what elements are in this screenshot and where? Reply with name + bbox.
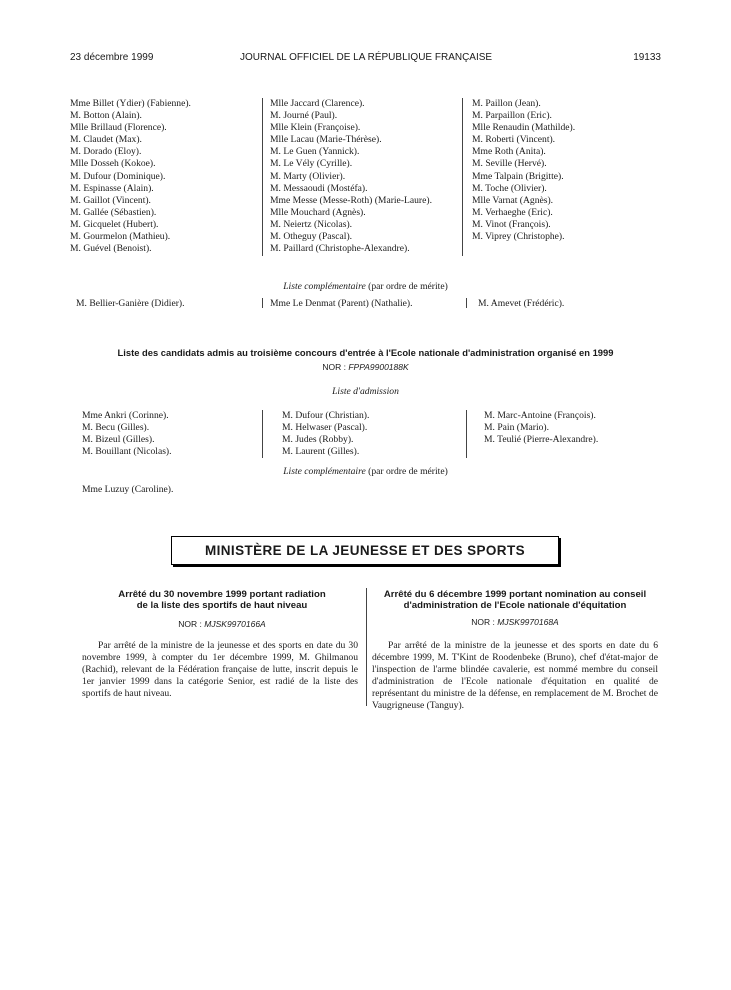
list-item: M. Guével (Benoist). — [70, 243, 152, 255]
article-body: Par arrêté de la ministre de la jeunesse et des sports en date du 6 décembre 1999, M. T'Kint de Roodenbeke (Bruno), chef d'état-major de l'inspection de l'arme blindée cavalerie, est nommé membre du conseil d'administration de l'Ecole nationale d'équitation en qualité de représentant du ministre de la défense, en remplacement de M. Brochet de Vaugrigneuse (Tanguy). — [372, 640, 658, 711]
list-item: M. Verhaeghe (Eric). — [472, 206, 553, 218]
list-item: Mme Billet (Ydier) (Fabienne). — [70, 98, 191, 109]
list-item: M. Judes (Robby). — [282, 434, 354, 446]
list-item: M. Dorado (Eloy). — [70, 146, 142, 158]
page-number: 19133 — [633, 52, 661, 63]
list-item: Mlle Dosseh (Kokoe). — [70, 158, 156, 170]
list-item: M. Teulié (Pierre-Alexandre). — [484, 434, 599, 446]
list-item: Mme Roth (Anita). — [472, 146, 546, 158]
list-item: M. Laurent (Gilles). — [282, 446, 360, 458]
list-item: M. Bellier-Ganière (Didier). — [76, 298, 185, 309]
list-item: M. Gourmelon (Mathieu). — [70, 231, 171, 243]
admission-column-1 — [82, 410, 172, 458]
list-item: Mme Talpain (Brigitte). — [472, 170, 564, 182]
list-item: M. Roberti (Vincent). — [472, 134, 556, 146]
list-item: M. Pain (Mario). — [484, 422, 550, 434]
name-list-column-3 — [472, 98, 575, 243]
list-item: M. Seville (Hervé). — [472, 158, 547, 170]
list-item: Mme Le Denmat (Parent) (Nathalie). — [270, 298, 413, 309]
ministry-title: MINISTÈRE DE LA JEUNESSE ET DES SPORTS — [204, 543, 525, 558]
list-item: M. Journé (Paul). — [270, 110, 338, 122]
list-item: M. Paillard (Christophe-Alexandre). — [270, 243, 410, 255]
list-item: M. Le Vély (Cyrille). — [270, 158, 353, 170]
list-item: Mme Messe (Messe-Roth) (Marie-Laure). — [270, 194, 432, 206]
list-item: M. Vinot (François). — [472, 218, 551, 230]
list-item: M. Marty (Olivier). — [270, 170, 346, 182]
list-item: M. Claudet (Max). — [70, 134, 142, 146]
list-item: M. Messaoudi (Mostéfa). — [270, 182, 368, 194]
admission-column-2 — [282, 410, 369, 458]
list-item: Mlle Jaccard (Clarence). — [270, 98, 365, 109]
list-item: Mme Ankri (Corinne). — [82, 410, 169, 421]
list-item: M. Espinasse (Alain). — [70, 182, 154, 194]
list-item: M. Gallée (Sébastien). — [70, 206, 157, 218]
list-item: M. Marc-Antoine (François). — [484, 410, 596, 421]
list-item: M. Le Guen (Yannick). — [270, 146, 360, 158]
list-item: M. Parpaillon (Eric). — [472, 110, 552, 122]
list-item: M. Dufour (Christian). — [282, 410, 370, 421]
list-item: M. Viprey (Christophe). — [472, 231, 565, 243]
column-divider — [262, 98, 263, 256]
list-item: M. Neiertz (Nicolas). — [270, 218, 353, 230]
list-item: Mlle Varnat (Agnès). — [472, 194, 554, 206]
list-item: M. Paillon (Jean). — [472, 98, 541, 109]
list-item: M. Helwaser (Pascal). — [282, 422, 368, 434]
column-divider — [466, 298, 467, 308]
nor-reference: NOR : MJSK9970166A — [178, 619, 266, 629]
list-item: Mlle Klein (Françoise). — [270, 122, 361, 134]
header-date: 23 décembre 1999 — [70, 52, 154, 63]
list-item: M. Dufour (Dominique). — [70, 170, 166, 182]
nor-reference: NOR : FPPA9900188K — [322, 362, 409, 372]
list-item: Mlle Renaudin (Mathilde). — [472, 122, 576, 134]
ministry-heading-box — [171, 536, 559, 565]
article-title: Arrêté du 6 décembre 1999 portant nomination au conseil d'administration de l'Ecole nationale d'équitation — [383, 589, 647, 611]
list-item: M. Otheguy (Pascal). — [270, 231, 353, 243]
list-item: M. Bouillant (Nicolas). — [82, 446, 172, 458]
list-item: M. Botton (Alain). — [70, 110, 142, 122]
list-item: Mlle Mouchard (Agnès). — [270, 206, 366, 218]
list-item: M. Gicquelet (Hubert). — [70, 218, 159, 230]
complementary-list-heading: Liste complémentaire (par ordre de mérite) — [283, 281, 448, 292]
column-divider — [466, 410, 467, 458]
list-item: M. Bizeul (Gilles). — [82, 434, 155, 446]
name-list-column-2 — [270, 98, 432, 255]
admission-list-heading: Liste d'admission — [332, 386, 399, 397]
column-divider — [366, 588, 367, 706]
list-item: Mlle Lacau (Marie-Thérèse). — [270, 134, 382, 146]
column-divider — [262, 298, 263, 308]
article-title: Arrêté du 30 novembre 1999 portant radiation de la liste des sportifs de haut niveau — [118, 589, 326, 611]
admission-column-3 — [484, 410, 598, 446]
name-list-column-1 — [70, 98, 191, 255]
list-item: M. Becu (Gilles). — [82, 422, 150, 434]
column-divider — [262, 410, 263, 458]
complementary-list-heading: Liste complémentaire (par ordre de mérite) — [283, 466, 448, 477]
list-item: Mlle Brillaud (Florence). — [70, 122, 167, 134]
list-item: Mme Luzuy (Caroline). — [82, 484, 174, 495]
nor-reference: NOR : MJSK9970168A — [471, 617, 559, 627]
list-item: M. Toche (Olivier). — [472, 182, 547, 194]
article-body: Par arrêté de la ministre de la jeunesse et des sports en date du 30 novembre 1999, à compter du 1er décembre 1999, M. Ghilmanou (Rachid), relevant de la Fédération française de lutte, inscrit depuis le 1er janvier 1999 dans la catégorie Senior, est radié de la liste des sportifs de haut niveau. — [82, 640, 358, 699]
column-divider — [462, 98, 463, 256]
list-item: M. Amevet (Frédéric). — [478, 298, 565, 309]
section-title: Liste des candidats admis au troisième concours d'entrée à l'Ecole nationale d'administration organisé en 1999 — [117, 347, 614, 358]
journal-title: JOURNAL OFFICIEL DE LA RÉPUBLIQUE FRANÇAISE — [240, 52, 493, 63]
list-item: M. Gaillot (Vincent). — [70, 194, 151, 206]
